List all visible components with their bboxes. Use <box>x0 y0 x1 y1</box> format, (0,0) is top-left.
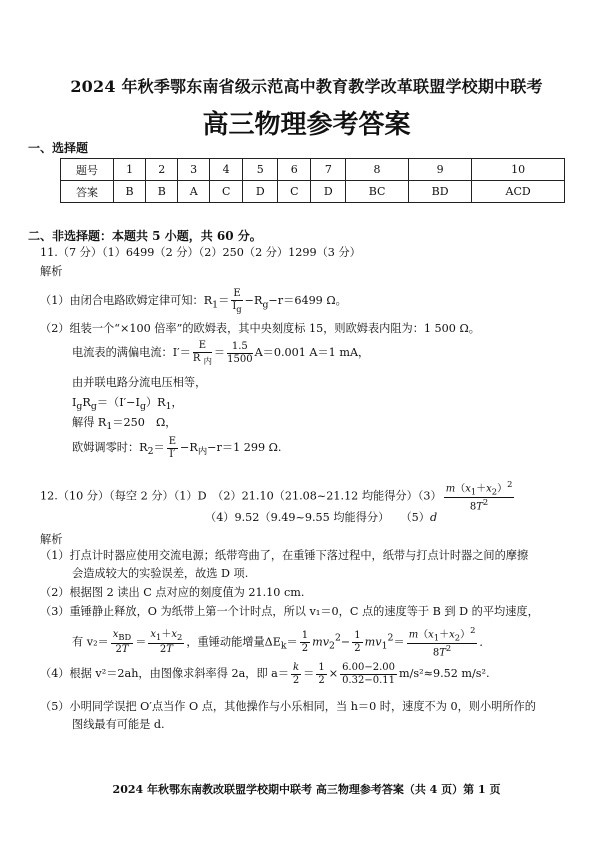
table-cell: D <box>311 181 346 203</box>
table-row-numbers <box>61 159 565 181</box>
q12-p5-cont: 图线最有可能是 d. <box>72 718 165 731</box>
fraction: $\frac{1.5}{1500}$ <box>227 341 253 365</box>
table-cell: ACD <box>472 181 565 203</box>
table-cell: 9 <box>408 159 471 181</box>
fraction: $\frac{1}{2}$ <box>301 630 309 654</box>
q11-step2: （2）组装一个“×100 倍率”的欧姆表，其中央刻度标 15，则欧姆表内阻为：1 500 Ω。 <box>40 322 480 335</box>
table-cell: BC <box>346 181 409 203</box>
fraction: $\frac{x_{BD}}{2T}$ <box>112 629 132 655</box>
fraction: $\frac{E}{I_g}$ <box>232 288 242 314</box>
section2-heading: 二、非选择题：本题共 5 小题，共 60 分。 <box>28 229 262 243</box>
answer-key-title: 高三物理参考答案 <box>202 110 411 140</box>
q11-parallel-note: 由并联电路分流电压相等， <box>72 376 207 389</box>
q12-p4: （4）根据 v²＝2ah，由图像求斜率得 2a，即 a＝ $\frac{k}{2}$ ＝ $\frac{1}{2}$ × $\frac{6.00-2.00}{0.32-0.11}$ m/s²≈9.52 m/s². <box>40 662 490 686</box>
q12-p3: （3）重锤静止释放，O 为纸带上第一个计时点，所以 v₁＝0，C 点的速度等于 B 到 D 的平均速度， <box>40 605 539 618</box>
answer-table <box>60 158 565 203</box>
fraction: $\frac{m(x_1+x_2)^2}{8T^2}$ <box>445 479 513 513</box>
q11-jiexi-label: 解析 <box>40 265 63 278</box>
row-label: 答案 <box>61 181 114 203</box>
q12-p5: （5）小明同学误把 O′点当作 O 点，其他操作与小乐相同，当 h＝0 时，速度不为 0，则小明所作的 <box>40 700 536 713</box>
q12-answer-line-2: （4）9.52（9.49~9.55 均能得分） （5）d <box>205 511 438 524</box>
q12-p1-cont: 会造成较大的实验误差，故选 D 项. <box>72 567 249 580</box>
table-cell: 8 <box>346 159 409 181</box>
fraction: $\frac{E}{I'}$ <box>168 436 177 460</box>
table-cell: 6 <box>278 159 311 181</box>
fraction: $\frac{6.00-2.00}{0.32-0.11}$ <box>342 662 395 686</box>
table-row-answers <box>61 181 565 203</box>
table-cell: B <box>114 181 146 203</box>
row-label: 题号 <box>61 159 114 181</box>
q11-step1: （1）由闭合电路欧姆定律可知：$R_1=$ $\frac{E}{I_g}$ $-R_g-r=6499$ Ω。 <box>40 288 347 314</box>
exam-title: 2024 年秋季鄂东南省级示范高中教育教学改革联盟学校期中联考 <box>70 77 543 96</box>
page-footer: 2024 年秋鄂东南教改联盟学校期中联考 高三物理参考答案（共 4 页）第 1 页 <box>112 783 501 796</box>
fraction: $\frac{1}{2}$ <box>318 662 325 686</box>
table-cell: A <box>178 181 210 203</box>
table-cell: C <box>210 181 243 203</box>
table-cell: 7 <box>311 159 346 181</box>
table-cell: 5 <box>243 159 278 181</box>
fraction: $\frac{x_1+x_2}{2T}$ <box>150 629 183 655</box>
q11-equation: $I_gR_g=(I'-I_g)R_1$， <box>72 396 183 413</box>
table-cell: D <box>243 181 278 203</box>
fraction: $\frac{E}{R _内}$ <box>192 340 212 366</box>
section1-heading: 一、选择题 <box>28 141 89 155</box>
q12-p1: （1）打点计时器应使用交流电源；纸带弯曲了，在重锤下落过程中，纸带与打点计时器之间的摩擦 <box>40 549 529 562</box>
table-cell: 3 <box>178 159 210 181</box>
q12-answer-line: 12.（10 分）（每空 2 分）（1）D （2）21.10（21.08~21.12 均能得分）（3） $\frac{m(x_1+x_2)^2}{8T^2}$ <box>40 479 513 513</box>
table-cell: 1 <box>114 159 146 181</box>
table-cell: B <box>146 181 178 203</box>
q11-answer-line: 11.（7 分）（1）6499（2 分）（2）250（2 分）1299（3 分） <box>40 246 361 259</box>
q12-p3-equation: 有 v₂＝ $\frac{x_{BD}}{2T}$ ＝ $\frac{x_1+x_2}{2T}$ ，重锤动能增量$\Delta E_k=$ $\frac{1}{2}$ $mv_2^2-$ $\frac{1}{2}$ $mv_1^2=$ $\frac{m(x_1+x_2)^2}{8T^2}$ ． <box>72 625 491 659</box>
fraction: $\frac{1}{2}$ <box>354 630 361 654</box>
table-cell: 4 <box>210 159 243 181</box>
q11-result-r1: 解得 $R_1=250$ Ω， <box>72 416 177 433</box>
q12-jiexi-label: 解析 <box>40 533 63 546</box>
table-cell: 2 <box>146 159 178 181</box>
q11-result-r2: 欧姆调零时：$R_2=$ $\frac{E}{I'}$ $-R_内-r=1$ 299 Ω. <box>72 436 282 460</box>
fraction: $\frac{m(x_1+x_2)^2}{8T^2}$ <box>408 625 476 659</box>
q12-p2: （2）根据图 2 读出 C 点对应的刻度值为 21.10 cm. <box>40 586 305 599</box>
fraction: $\frac{k}{2}$ <box>292 662 300 686</box>
table-cell: C <box>278 181 311 203</box>
table-cell: BD <box>408 181 471 203</box>
table-cell: 10 <box>472 159 565 181</box>
q11-full-scale-current: 电流表的满偏电流：I′＝ $\frac{E}{R _内}$ ＝ $\frac{1.5}{1500}$ A＝0.001 A＝1 mA， <box>72 340 370 366</box>
